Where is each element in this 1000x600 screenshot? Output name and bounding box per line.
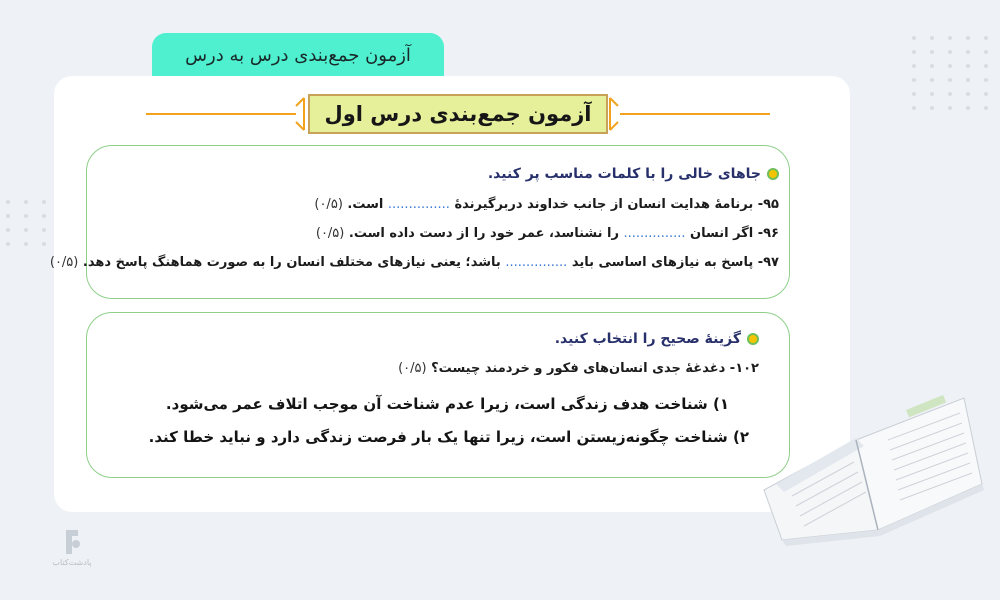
q97-text: ۹۷- پاسخ به نیازهای اساسی باید <box>571 255 779 270</box>
banner-rule-right <box>620 113 770 115</box>
q95-text-after: است. <box>347 197 384 212</box>
q95-score: (۰/۵) <box>314 197 343 212</box>
q96-blank: ............... <box>623 226 686 241</box>
q97-text-after: باشد؛ یعنی نیازهای مختلف انسان را به صورت هماهنگ پاسخ دهد. <box>82 255 501 270</box>
q95-text: ۹۵- برنامهٔ هدایت انسان از جانب خداوند دربرگیرندهٔ <box>454 197 779 212</box>
multiple-choice-section <box>86 312 790 478</box>
bullet-icon <box>767 168 779 180</box>
q95-blank: ............... <box>387 197 450 212</box>
question-102 <box>398 361 759 376</box>
section2-heading-text: گزینهٔ صحیح را انتخاب کنید. <box>554 331 741 347</box>
q97-blank: ............... <box>505 255 568 270</box>
open-book-illustration <box>756 380 986 550</box>
question-96 <box>316 226 779 241</box>
option-1[interactable]: ۱) شناخت هدف زندگی است، زیرا عدم شناخت آن موجب اتلاف عمر می‌شود. <box>165 395 729 413</box>
q96-text-after: را نشناسد، عمر خود را از دست داده است. <box>348 226 619 241</box>
decorative-dots <box>912 36 992 110</box>
decorative-dots-left <box>6 200 50 246</box>
section-tab <box>152 33 444 77</box>
q96-score: (۰/۵) <box>315 226 345 241</box>
banner-ornament-left <box>292 96 306 132</box>
option-2[interactable]: ۲) شناخت چگونه‌زیستن است، زیرا تنها یک بار فرصت زندگی دارد و نباید خطا کند. <box>148 428 749 446</box>
q96-text: ۹۶- اگر انسان <box>690 226 779 241</box>
fill-blanks-section <box>49 145 790 299</box>
q102-text: ۱۰۲- دغدغهٔ جدی انسان‌های فکور و خردمند چیست؟ <box>431 361 759 376</box>
section1-heading-text: جاهای خالی را با کلمات مناسب پر کنید. <box>487 166 761 182</box>
page-title <box>308 94 608 134</box>
question-97 <box>50 255 779 270</box>
banner-rule-left <box>146 113 296 115</box>
page-title-text: آزمون جمع‌بندی درس اول <box>324 102 592 126</box>
q97-score: (۰/۵) <box>49 255 79 270</box>
q102-score: (۰/۵) <box>398 361 427 376</box>
banner-ornament-right <box>608 96 622 132</box>
section-tab-label: آزمون جمع‌بندی درس به درس <box>185 44 411 66</box>
question-95 <box>314 197 779 212</box>
brand-logo-text: پادشت‌کتاب <box>52 558 92 567</box>
section2-heading <box>555 331 759 347</box>
section1-heading <box>488 166 779 182</box>
bullet-icon <box>747 333 759 345</box>
